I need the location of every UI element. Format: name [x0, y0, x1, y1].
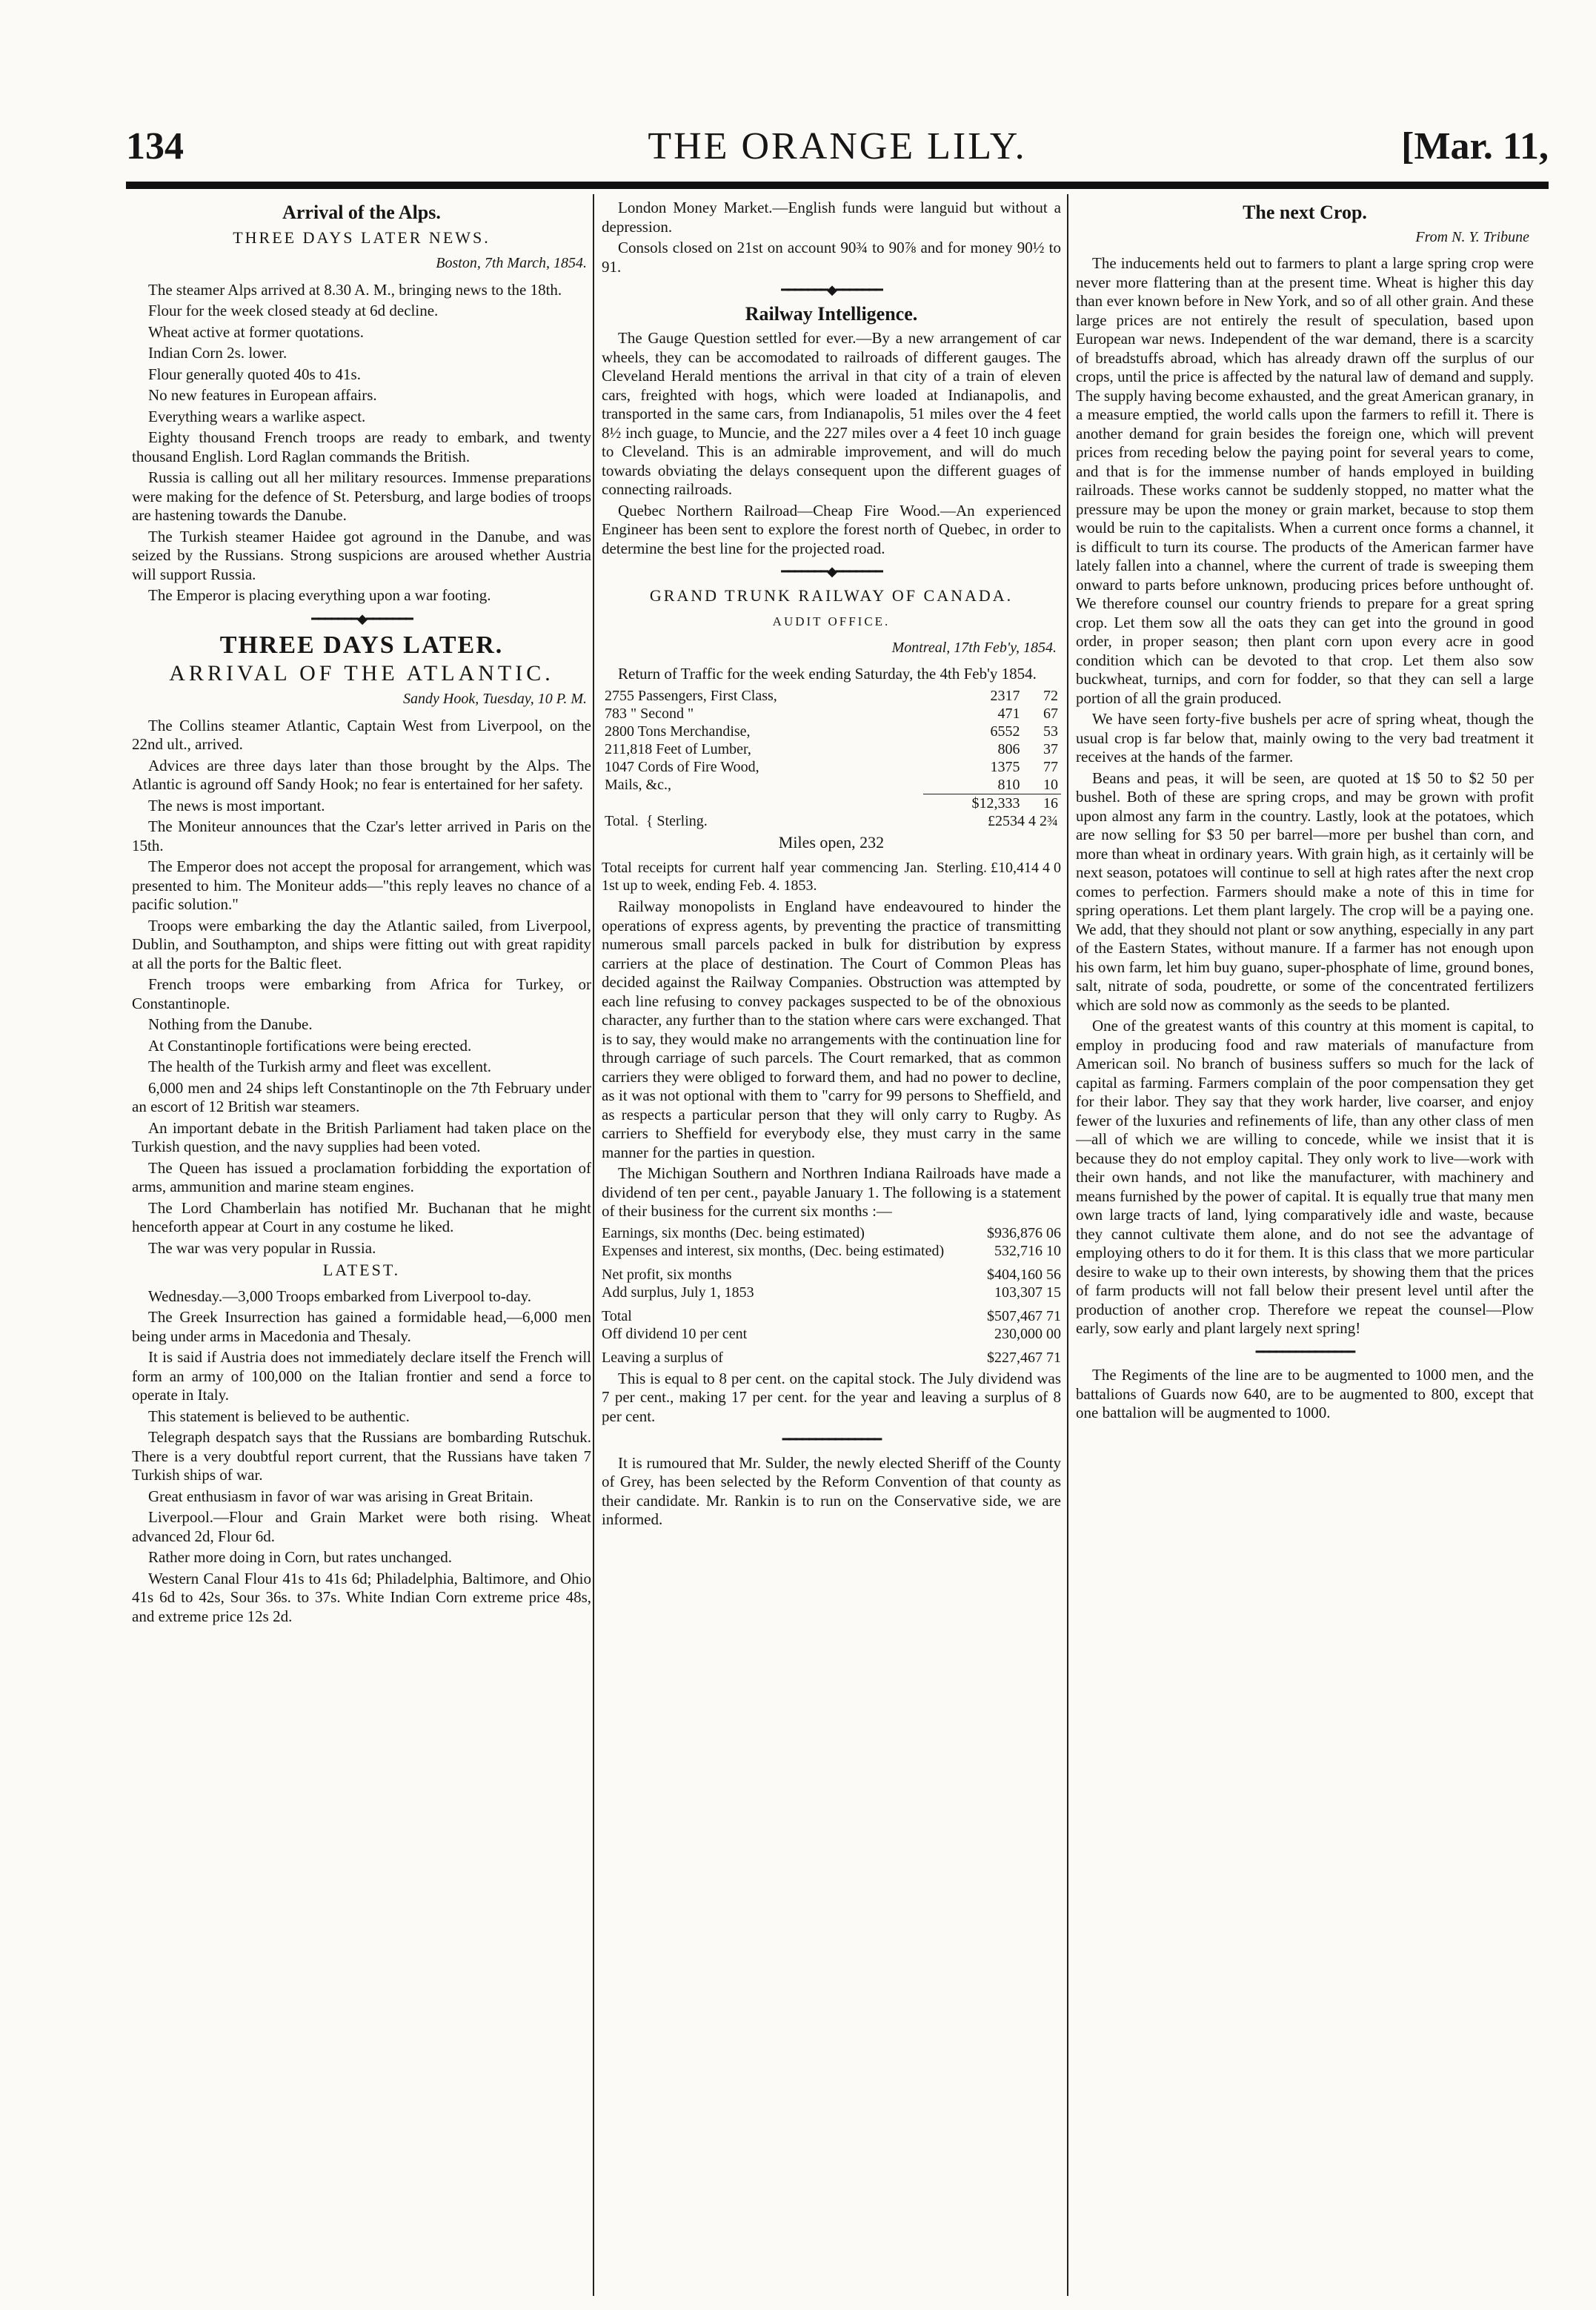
paragraph: Rather more doing in Corn, but rates unchanged. — [148, 1548, 452, 1566]
grand-trunk-heading: GRAND TRUNK RAILWAY OF CANADA. — [649, 585, 1014, 605]
paragraph: French troops were embarking from Africa for Turkey, or Constantinople. — [132, 975, 591, 1012]
receipts-value: Sterling. £10,414 4 0 — [936, 860, 1061, 876]
paragraph: It is said if Austria does not immediately declare itself the French will form an army of 100,000 on the Italian frontier and send a force to operate in Italy. — [132, 1348, 591, 1404]
paragraph: The news is most important. — [148, 796, 325, 814]
paragraph: The Turkish steamer Haidee got aground in the Danube, and was seized by the Russians. Strong suspicions are aroused whether Austria will support Russia. — [132, 527, 591, 583]
paragraph: The Collins steamer Atlantic, Captain West from Liverpool, on the 22nd ult., arrived. — [132, 716, 591, 753]
paragraph: Wheat active at former quotations. — [148, 322, 364, 341]
paragraph: Great enthusiasm in favor of war was arising in Great Britain. — [148, 1487, 533, 1505]
running-head — [126, 111, 1549, 178]
table-row: 783 " Second " 471 67 — [605, 705, 1058, 722]
table-row: 2800 Tons Merchandise, 6552 53 — [605, 723, 1058, 740]
column-2 — [602, 199, 1061, 2296]
table-row: Mails, &c., 810 10 — [605, 776, 1058, 793]
column-3 — [1076, 199, 1534, 2296]
alps-body — [132, 281, 591, 605]
paragraph: The steamer Alps arrived at 8.30 A. M., bringing news to the 18th. — [148, 280, 562, 299]
railway-body — [602, 329, 1061, 558]
paragraph: Nothing from the Danube. — [148, 1015, 313, 1033]
table-row: Total $507,467 71 — [602, 1307, 1061, 1324]
latest-body — [132, 1287, 591, 1627]
receipts-label: Total receipts for current half year commencing Jan. 1st up to week, ending Feb. 4. 1853. — [602, 860, 928, 894]
divider-ornament: ━━━━━━━◆━━━━━━━ — [781, 282, 882, 297]
financial-closing: This is equal to 8 per cent. on the capital stock. The July dividend was 7 per cent., making 17 per cent. for the year and leaving a surplus of 8 per cent. — [602, 1369, 1061, 1425]
paragraph: 6,000 men and 24 ships left Constantinople on the 7th February under an escort of 12 British war steamers. — [132, 1078, 591, 1115]
paragraph: The Greek Insurrection has gained a formidable head,—6,000 men being under arms in Macedonia and Thesaly. — [132, 1308, 591, 1345]
sterling-value: £2534 4 2¾ — [988, 812, 1058, 829]
column-rule-1 — [593, 194, 594, 2296]
regiments-paragraph: The Regiments of the line are to be augmented to 1000 men, and the battalions of Guards now 640, are to be augmented to 800, except that one battalion will be augmented to 1000. — [1076, 1366, 1534, 1421]
railway-heading: Railway Intelligence. — [745, 302, 918, 325]
paragraph: The Emperor does not accept the proposal for arrangement, which was presented to him. The Moniteur adds—"this reply leaves no chance of a pacific solution." — [132, 857, 591, 913]
table-row: Add surplus, July 1, 1853 103,307 15 — [602, 1284, 1061, 1301]
column-1 — [132, 199, 591, 2296]
financial-statement — [602, 1224, 1061, 1367]
sterling-label: Sterling. — [656, 812, 708, 829]
atlantic-dateline: Sandy Hook, Tuesday, 10 P. M. — [403, 691, 587, 707]
paragraph: Liverpool.—Flour and Grain Market were both rising. Wheat advanced 2d, Flour 6d. — [132, 1508, 591, 1545]
alps-heading: Arrival of the Alps. — [282, 202, 441, 223]
table-row: 1047 Cords of Fire Wood, 1375 77 — [605, 758, 1058, 775]
paragraph: The Emperor is placing everything upon a war footing. — [148, 586, 491, 604]
issue-date: [Mar. 11, — [1401, 125, 1549, 167]
table-row: Expenses and interest, six months, (Dec. being estimated) 532,716 10 — [602, 1242, 1061, 1259]
paragraph: The health of the Turkish army and fleet was excellent. — [148, 1058, 492, 1075]
traffic-table — [602, 687, 1061, 830]
paragraph: Wednesday.—3,000 Troops embarked from Liverpool to-day. — [148, 1287, 531, 1305]
newspaper-title: THE ORANGE LILY. — [648, 125, 1027, 167]
paragraph: Consols closed on 21st on account 90¾ to 90⅞ and for money 90½ to 91. — [602, 239, 1061, 276]
latest-heading: LATEST. — [322, 1261, 401, 1279]
traffic-intro: Return of Traffic for the week ending Saturday, the 4th Feb'y 1854. — [618, 665, 1037, 683]
atlantic-subheading: ARRIVAL OF THE ATLANTIC. — [169, 660, 554, 686]
paragraph: Telegraph despatch says that the Russians are bombarding Rutschuk. There is a very doubtful report current, that the Russians have taken 7 Turkish ships of war. — [132, 1428, 591, 1484]
alps-dateline: Boston, 7th March, 1854. — [436, 255, 587, 271]
paragraph: London Money Market.—English funds were languid but without a depression. — [602, 199, 1061, 236]
paragraph: Railway monopolists in England have endeavoured to hinder the operations of express agents, by preventing the practice of transmitting numerous small parcels packed in bulk for distribution by express carriers at the place of destination. The Court of Common Pleas has decided against the Railway Companies. Obstruction was attempted by each line refusing to convey packages suspected to be of the obnoxious character, any further than to the station where cars were exchanged. That is to say, they would make no arrangements with the continuation line for through carriage of such parcels. The Court remarked, that as common carriers they were obliged to forward them, and had no power to decline, as it was not optional with them to "carry for 99 persons to Sheffield, and as respects a particular person that they will only carry to Rugby. As carriers to Sheffield for everybody else, they must carry in the same manner for the parties in question. — [602, 897, 1061, 1161]
atlantic-heading: THREE DAYS LATER. — [219, 631, 504, 659]
page-number: 134 — [126, 125, 184, 167]
table-row: 2755 Passengers, First Class, 2317 72 — [605, 687, 1058, 704]
paragraph: Western Canal Flour 41s to 41s 6d; Philadelphia, Baltimore, and Ohio 41s 6d to 42s, Sour 36s. to 37s. White Indian Corn extreme price 48s, and extreme price 12s 2d. — [132, 1569, 591, 1625]
grand-trunk-dateline: Montreal, 17th Feb'y, 1854. — [891, 639, 1057, 656]
paragraph: We have seen forty-five bushels per acre of spring wheat, though the usual crop is far below that, mainly owing to the very bad treatment it receives at the hands of the farmer. — [1076, 710, 1534, 766]
receipts-row — [602, 859, 1061, 895]
miles-open: Miles open, 232 — [778, 832, 885, 852]
divider-ornament: ━━━━━━━◆━━━━━━━ — [781, 564, 882, 579]
next-crop-source: From N. Y. Tribune — [1415, 228, 1529, 245]
paragraph: Indian Corn 2s. lower. — [148, 344, 287, 362]
money-market — [602, 199, 1061, 276]
divider-ornament: ━━━━━━━◆━━━━━━━ — [311, 611, 412, 626]
header-rule — [126, 182, 1549, 189]
next-crop-body — [1076, 254, 1534, 1338]
paragraph: An important debate in the British Parliament had taken place on the Turkish question, and the navy supplies had been voted. — [132, 1118, 591, 1155]
grand-trunk-body — [602, 897, 1061, 1221]
total-row: Total. { Sterling. £2534 4 2¾ — [602, 812, 1061, 830]
alps-subheading: THREE DAYS LATER NEWS. — [233, 228, 491, 247]
paragraph: Troops were embarking the day the Atlantic sailed, from Liverpool, Dublin, and Southampton, and ships were fitting out with great rapidity at all the ports for the Baltic fleet. — [132, 916, 591, 972]
paragraph: One of the greatest wants of this country at this moment is capital, to employ in producing food and raw materials of manufacture from American soil. No branch of business suffers so much for the lack of capital as farming. Farmers complain of the poor compensation they get for their labor. They say that they work harder, live coarser, and enjoy fewer of the luxuries and refinements of life, than any other class of men—all of which we are willing to concede, while we insist that it is because they do not employ capital. They only work to live—work with their own hands, and not like the manufacturer, with machinery and means furnished by the power of capital. It is equally true that many men own large tracts of land, lying comparatively idle and waste, because they cannot cultivate them alone, and do not see the advantage of employing others to do it for them. It is this class that we more particular desire to wake up to their own interests, by showing them that the prices of farm products will not fall below their present level until after the production of another crop. Therefore we repeat the counsel—Plow early, sow early and plant largely next spring! — [1076, 1017, 1534, 1337]
rumour-paragraph: It is rumoured that Mr. Sulder, the newly elected Sheriff of the County of Grey, has been selected by the Reform Convention of that county as their candidate. Mr. Rankin is to run on the Conservative side, we are informed. — [602, 1453, 1061, 1528]
table-row: Earnings, six months (Dec. being estimated) $936,876 06 — [602, 1224, 1061, 1241]
paragraph: This statement is believed to be authentic. — [148, 1407, 410, 1425]
atlantic-body — [132, 717, 591, 1258]
divider-ornament: ━━━━━━━━━━━━━━━ — [782, 1432, 881, 1447]
paragraph: Eighty thousand French troops are ready to embark, and twenty thousand English. Lord Raglan commands the British. — [132, 428, 591, 465]
table-row: 211,818 Feet of Lumber, 806 37 — [605, 740, 1058, 757]
next-crop-heading: The next Crop. — [1243, 202, 1367, 223]
paragraph: Russia is calling out all her military resources. Immense preparations were making for the defence of St. Petersburg, and large bodies of troops are hastening towards the Danube. — [132, 468, 591, 524]
paragraph: Advices are three days later than those brought by the Alps. The Atlantic is aground off Sandy Hook; no fear is entertained for her safety. — [132, 756, 591, 793]
paragraph: Everything wears a warlike aspect. — [148, 407, 366, 425]
paragraph: No new features in European affairs. — [148, 386, 377, 404]
table-row: Net profit, six months $404,160 56 — [602, 1266, 1061, 1283]
total-label: Total. — [605, 812, 639, 829]
divider-ornament: ━━━━━━━━━━━━━━━ — [1255, 1344, 1354, 1359]
paragraph: Flour for the week closed steady at 6d decline. — [148, 302, 439, 319]
paragraph: The Michigan Southern and Northren Indiana Railroads have made a dividend of ten per cent., payable January 1. The following is a statement of their business for the current six months :— — [602, 1164, 1061, 1220]
paragraph: Flour generally quoted 40s to 41s. — [148, 365, 361, 383]
paragraph: The Lord Chamberlain has notified Mr. Buchanan that he might henceforth appear at Court in any costume he liked. — [132, 1198, 591, 1235]
paragraph: The Moniteur announces that the Czar's letter arrived in Paris on the 15th. — [132, 817, 591, 854]
paragraph: The Queen has issued a proclamation forbidding the exportation of arms, ammunition and marine steam engines. — [132, 1158, 591, 1195]
paragraph: Quebec Northern Railroad—Cheap Fire Wood.—An experienced Engineer has been sent to explore the forest north of Quebec, in order to determine the best line for the projected road. — [602, 501, 1061, 557]
paragraph: At Constantinople fortifications were being erected. — [148, 1036, 472, 1055]
subtotal-row: $12,333 16 — [602, 794, 1061, 812]
paragraph: The war was very popular in Russia. — [148, 1238, 376, 1257]
paragraph: The Gauge Question settled for ever.—By a new arrangement of car wheels, they can be accomodated to railroads of different gauges. The Cleveland Herald mentions the arrival in that city of a train of eleven cars, freighted with hogs, which were loaded at Indianapolis, and transported in the same cars, from Indianapolis, 51 miles over the 4 feet 8½ inch guage, to Muncie, and the 227 miles over a 4 feet 10 inch guage to Cleveland. This is an admirable improvement, and will do much towards obviating the delays consequent upon the different guages of connecting railroads. — [602, 329, 1061, 498]
column-rule-2 — [1067, 194, 1068, 2296]
paragraph: Beans and peas, it will be seen, are quoted at 1$ 50 to $2 50 per bushel. Both of these are spring crops, and may be grown with profit upon almost any farm in the country. Lastly, look at the potatoes, which are now selling for $3 50 per barrel—more per bushel than corn, and more than wheat in ordinary years. With grain high, as it certainly will be next season, potatoes will continue to sell at high rates after the next crop comes to perfection. Farmers should make a note of this in time for spring operations. Let them plant largely. The crop will be a paying one. We add, that they should not plant or sow anything, especially in any part of the Eastern States, without manure. If a farmer has not enough upon his own farm, let him buy guano, super-phosphate of lime, ground bones, salt, nitrate of soda, poudrette, or some of the concentrated fertilizers which are sold now as commonly as the seeds to be planted. — [1076, 769, 1534, 1014]
paragraph: The inducements held out to farmers to plant a large spring crop were never more flattering than at the present time. Wheat is higher this day than ever known before in New York, and so of all other grain. And these large prices are not entirely the result of speculation, based upon European war news. Independent of the war demand, there is a scarcity of breadstuffs abroad, which has already drawn off the surplus of our crops, until the price is affected by the natural law of demand and supply. The supply having become exhausted, and the great American granary, in a measure emptied, the world calls upon the farmers to refill it. There is another demand for grain besides the foreign one, which will prevent prices from receding below the paying point for several years to come, and that is for the immense number of hands employed in building railroads. These works cannot be suddenly stopped, no matter what the pressure may be upon the money or grain market, because to stop them would be ruin to the capitalists. When a current once forms a channel, it is difficult to turn its course. The products of the American farmer have lately fallen into a channel, where the current of trade is sweeping them onward to parts before unknown, producing prices before unthought of. We therefore counsel our country friends to prepare for a great spring crop. Let them sow all the oats they can get into the ground in good order, in proper season; then plant corn upon every acre in good condition which can be devoted to that crop. Let them also sow buckwheat, turnips, and corn for fodder, so that they can sell a large portion of all the grain produced. — [1076, 254, 1534, 707]
audit-office: AUDIT OFFICE. — [772, 614, 891, 628]
table-row: Off dividend 10 per cent 230,000 00 — [602, 1325, 1061, 1342]
table-row: Leaving a surplus of $227,467 71 — [602, 1349, 1061, 1366]
